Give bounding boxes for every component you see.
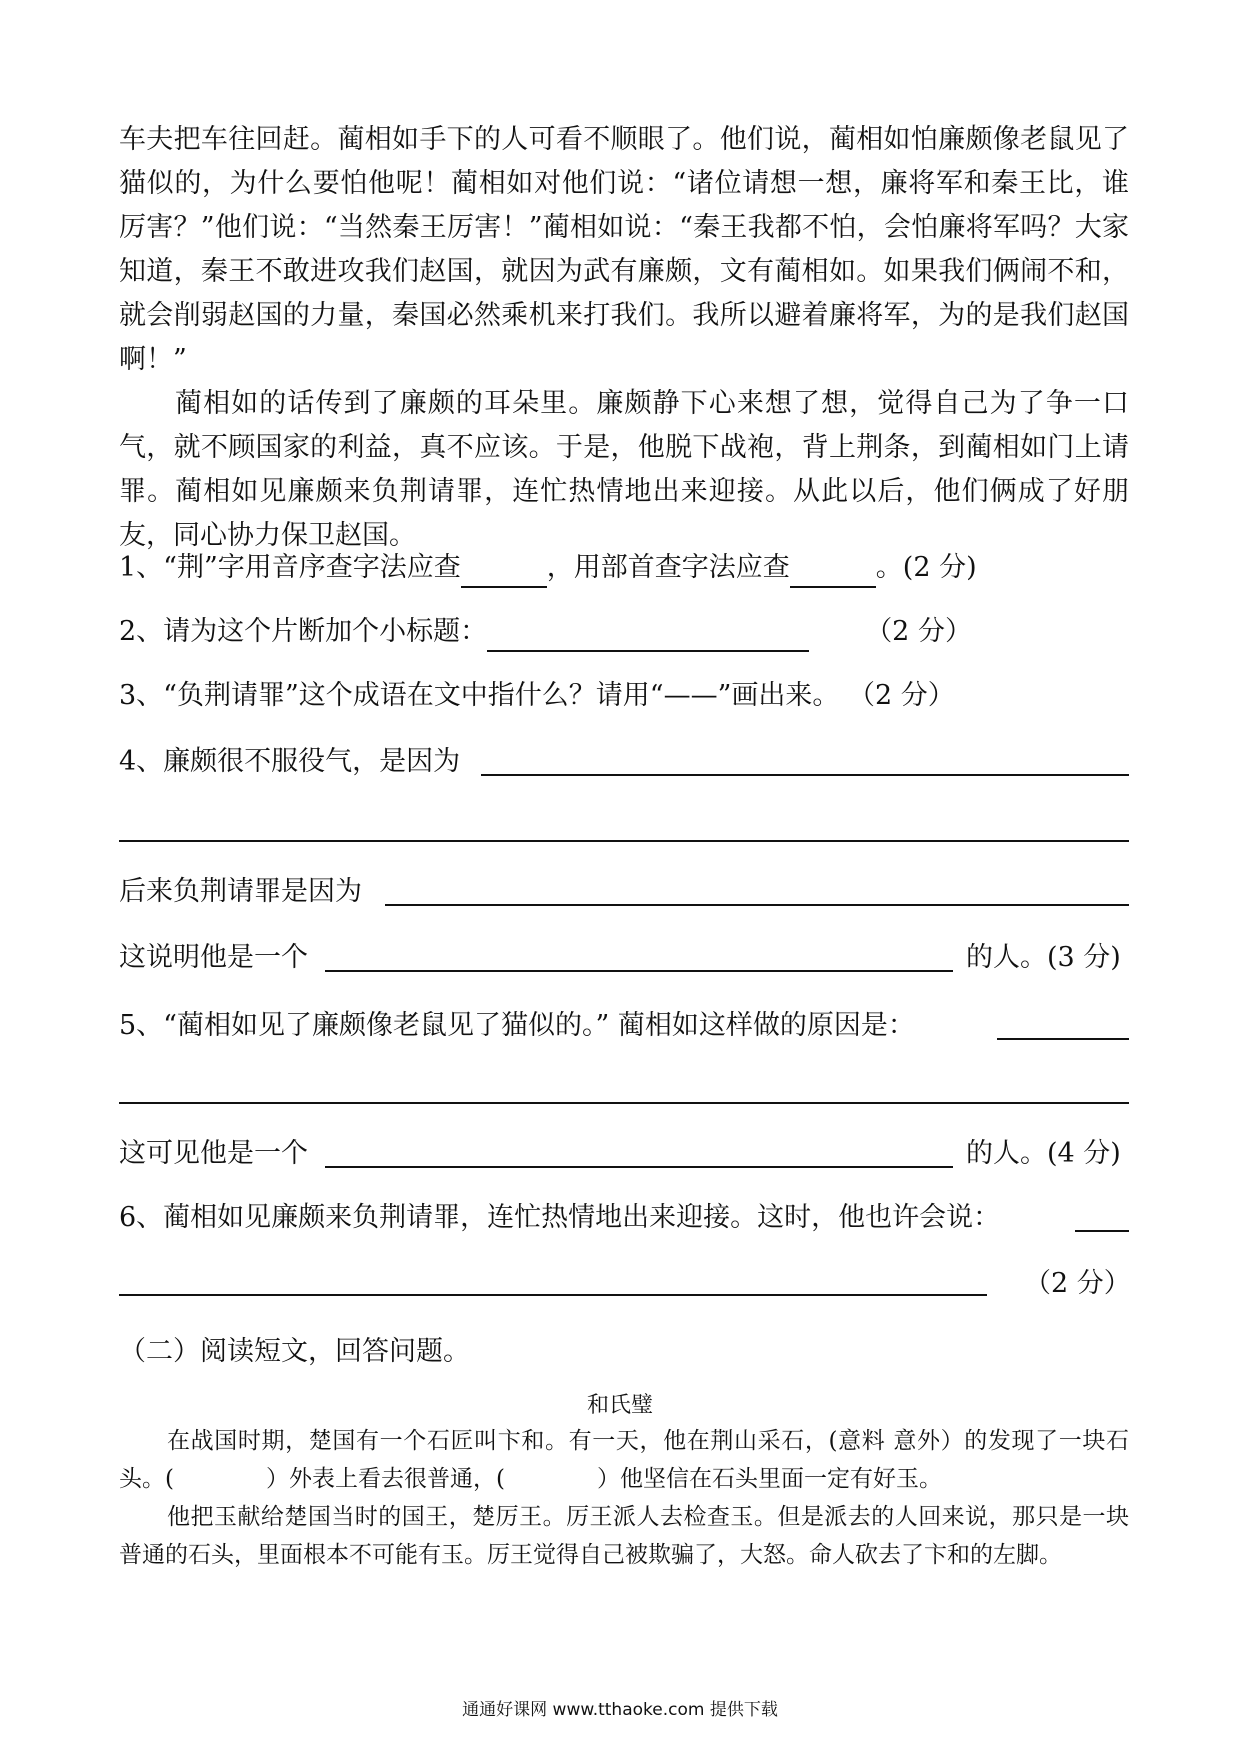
question-4-line-3-suffix-wrap bbox=[966, 938, 1129, 978]
question-3 bbox=[119, 676, 1129, 716]
question-4 bbox=[119, 742, 1129, 782]
answer-line-5b[interactable] bbox=[119, 1102, 1129, 1104]
question-4-text: 4、廉颇很不服役气，是因为 bbox=[119, 746, 461, 777]
answer-blank-yinxu[interactable] bbox=[461, 556, 547, 588]
reading-passage bbox=[119, 118, 1129, 558]
question-5-text: 5、“蔺相如见了廉颇像老鼠见了猫似的。” 蔺相如这样做的原因是： bbox=[119, 1010, 915, 1041]
answer-line-5c[interactable] bbox=[325, 1166, 953, 1168]
story-passage bbox=[119, 1422, 1129, 1574]
question-5-line-3-prefix: 这可见他是一个 bbox=[119, 1138, 308, 1169]
answer-line-6a[interactable] bbox=[1075, 1230, 1129, 1232]
section-2-heading: （二）阅读短文，回答问题。 bbox=[119, 1336, 470, 1367]
answer-line-4a[interactable] bbox=[481, 774, 1129, 776]
answer-line-4d[interactable] bbox=[325, 970, 953, 972]
question-4-line-2-text: 后来负荆请罪是因为 bbox=[119, 876, 362, 907]
question-6 bbox=[119, 1198, 1129, 1238]
answer-line-4c[interactable] bbox=[385, 904, 1129, 906]
question-5-line-3-suffix-wrap bbox=[966, 1134, 1129, 1174]
answer-line-5a[interactable] bbox=[997, 1038, 1129, 1040]
question-5 bbox=[119, 1006, 1129, 1046]
passage-paragraph-2: 蔺相如的话传到了廉颇的耳朵里。廉颇静下心来想了想，觉得自己为了争一口气，就不顾国家的利益，真不应该。于是，他脱下战袍，背上荆条，到蔺相如门上请罪。蔺相如见廉颇来负荆请罪，连忙热情地出来迎接。从此以后，他们俩成了好朋友，同心协力保卫赵国。 bbox=[119, 388, 1129, 551]
question-6-score-wrap bbox=[1024, 1264, 1129, 1304]
question-6-score: （2 分） bbox=[1024, 1268, 1131, 1299]
question-4-line-2 bbox=[119, 872, 1129, 912]
question-1 bbox=[119, 548, 1129, 588]
question-1-text-b: ，用部首查字法应查 bbox=[546, 552, 790, 583]
answer-line-4b[interactable] bbox=[119, 840, 1129, 842]
question-5-line-3-suffix: 的人。(4 分) bbox=[966, 1138, 1121, 1169]
answer-line-6b[interactable] bbox=[119, 1294, 987, 1296]
question-2-text: 2、请为这个片断加个小标题： bbox=[119, 616, 488, 647]
question-6-text: 6、蔺相如见廉颇来负荆请罪，连忙热情地出来迎接。这时，他也许会说： bbox=[119, 1202, 1001, 1233]
question-1-text-a: 1、“荆”字用音序查字法应查 bbox=[119, 552, 461, 583]
passage-paragraph-1: 车夫把车往回赶。蔺相如手下的人可看不顺眼了。他们说，蔺相如怕廉颇像老鼠见了猫似的，为什么要怕他呢！蔺相如对他们说：“诸位请想一想，廉将军和秦王比，谁厉害？”他们说：“当然秦王厉害！”蔺相如说：“秦王我都不怕，会怕廉将军吗？大家知道，秦王不敢进攻我们赵国，就因为武有廉颇，文有蔺相如。如果我们俩闹不和，就会削弱赵国的力量，秦国必然乘机来打我们。我所以避着廉将军，为的是我们赵国啊！” bbox=[119, 124, 1129, 375]
question-2-score: （2 分） bbox=[865, 616, 972, 647]
question-4-line-3-suffix: 的人。(3 分) bbox=[966, 942, 1121, 973]
page-footer: 通通好课网 www.tthaoke.com 提供下载 bbox=[462, 1700, 778, 1720]
question-3-text: 3、“负荆请罪”这个成语在文中指什么？请用“——”画出来。 （2 分） bbox=[119, 680, 955, 711]
answer-blank-bushou[interactable] bbox=[790, 556, 876, 588]
question-2 bbox=[119, 612, 1129, 652]
story-paragraph-2: 他把玉献给楚国当时的国王，楚厉王。厉王派人去检查玉。但是派去的人回来说，那只是一块普通的石头，里面根本不可能有玉。厉王觉得自己被欺骗了，大怒。命人砍去了卞和的左脚。 bbox=[119, 1504, 1129, 1568]
question-1-score: 。(2 分) bbox=[875, 552, 977, 583]
story-paragraph-1: 在战国时期，楚国有一个石匠叫卞和。有一天，他在荆山采石，(意料 意外）的发现了一块石头。( ）外表上看去很普通，( ）他坚信在石头里面一定有好玉。 bbox=[119, 1428, 1129, 1492]
question-4-line-3-prefix: 这说明他是一个 bbox=[119, 942, 308, 973]
answer-blank-subtitle[interactable] bbox=[487, 620, 809, 652]
story-title: 和氏璧 bbox=[586, 1393, 653, 1418]
